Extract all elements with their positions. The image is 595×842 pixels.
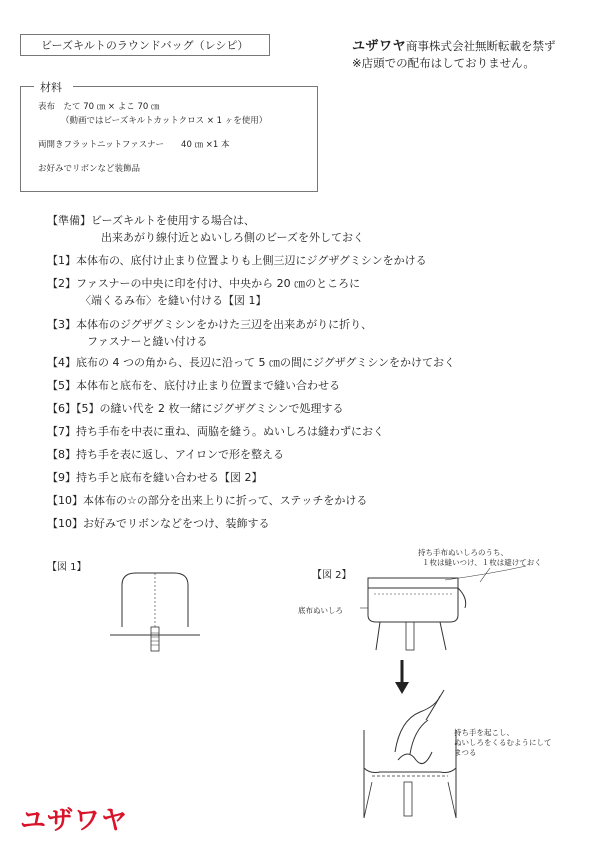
fig3-note-line2: ぬいしろをくるむようにして xyxy=(454,738,552,747)
fig2-note-top-line1: 持ち手布ぬいしろのうち、 xyxy=(418,548,508,557)
recipe-title: ビーズキルトのラウンドバッグ（レシピ） xyxy=(20,34,270,56)
copyright-notice xyxy=(352,38,556,72)
step-3: 【3】本体布のジグザグミシンをかけた三辺を出来あがりに折り、 xyxy=(47,318,373,331)
step-1: 【1】本体布の、底付け止まり位置よりも上側三辺にジグザグミシンをかける xyxy=(47,254,427,267)
fig3-note-line1: 持ち手を起こし、 xyxy=(454,728,514,737)
fig2-note-left: 底布ぬいしろ xyxy=(298,606,343,615)
step-2: 【2】ファスナーの中央に印を付け、中央から 20 ㎝のところに xyxy=(47,277,361,290)
fig2-note-top-line2: １枚は縫いつけ、１枚は避けておく xyxy=(422,558,542,567)
step-8: 【8】持ち手を表に返し、アイロンで形を整える xyxy=(47,448,285,461)
step-7: 【7】持ち手布を中表に重ね、両脇を縫う。ぬいしろは縫わずにおく xyxy=(47,425,384,438)
brand-logo: ユザワヤ xyxy=(20,806,129,836)
material-line-decoration: お好みでリボンなど装飾品 xyxy=(38,164,141,174)
material-line-zipper: 両開きフラットニットファスナー 40 ㎝ ×1 本 xyxy=(38,140,230,150)
fig1-label: 【図 1】 xyxy=(47,562,87,573)
material-line-fabric-note: （動画ではビーズキルトカットクロス × 1 ヶを使用） xyxy=(61,116,268,126)
material-line-fabric: 表布 たて 70 ㎝ × よこ 70 ㎝ xyxy=(38,102,160,112)
fig3-note-line3: まつる xyxy=(454,748,477,757)
step-4: 【4】底布の 4 つの角から、長辺に沿って 5 ㎝の間にジグザグミシンをかけておく xyxy=(47,356,456,369)
step-prep: 【準備】ビーズキルトを使用する場合は、 xyxy=(47,214,255,227)
step-2-cont: 〈端くるみ布〉を縫い付ける【図 1】 xyxy=(80,294,267,307)
fig3-hand-stitch-drawing xyxy=(350,690,470,820)
fig1-zipper-tab-drawing xyxy=(100,565,210,665)
step-9: 【9】持ち手と底布を縫い合わせる【図 2】 xyxy=(47,471,263,484)
materials-heading: 材料 xyxy=(40,81,62,94)
step-10a: 【10】本体布の☆の部分を出来上りに折って、ステッチをかける xyxy=(47,494,368,507)
step-6: 【6】【5】の縫い代を 2 枚一緒にジグザグミシンで処理する xyxy=(47,402,344,415)
step-10b: 【10】お好みでリボンなどをつけ、装飾する xyxy=(47,517,270,530)
copyright-text: 商事株式会社無断転載を禁ず xyxy=(406,39,556,53)
fig2-label: 【図 2】 xyxy=(312,570,352,581)
step-3-cont: ファスナーと縫い付ける xyxy=(87,335,208,348)
step-5: 【5】本体布と底布を、底付け止まり位置まで縫い合わせる xyxy=(47,379,340,392)
fig2-handle-drawing xyxy=(340,560,540,650)
step-prep-cont: 出来あがり線付近とぬいしろ側のビーズを外しておく xyxy=(101,231,365,244)
store-notice: ※店頭での配布はしておりません。 xyxy=(352,56,535,70)
copyright-brand: ユザワヤ xyxy=(352,39,407,54)
